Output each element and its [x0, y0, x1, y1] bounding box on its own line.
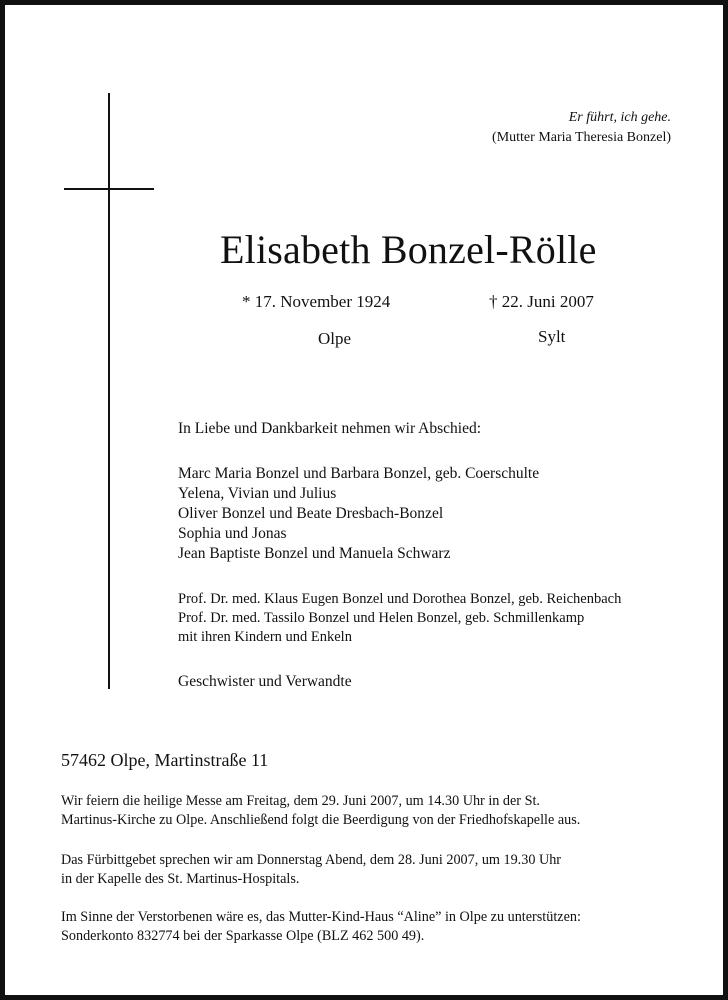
relatives-closing: Geschwister und Verwandte: [178, 673, 352, 690]
birth-date: * 17. November 1924: [242, 292, 391, 311]
family-line: Jean Baptiste Bonzel und Manuela Schwarz: [178, 545, 451, 562]
paragraph-line: Im Sinne der Verstorbenen wäre es, das Mutter-Kind-Haus “Aline” in Olpe zu unterstützen:: [61, 909, 581, 925]
family-line: Oliver Bonzel und Beate Dresbach-Bonzel: [178, 505, 444, 522]
family-line: Marc Maria Bonzel und Barbara Bonzel, geb. Coerschulte: [178, 465, 540, 482]
death-place: Sylt: [538, 327, 566, 346]
death-date: † 22. Juni 2007: [489, 292, 594, 311]
family-address: 57462 Olpe, Martinstraße 11: [61, 750, 269, 770]
siblings-list: [178, 590, 621, 647]
paragraph-line: Wir feiern die heilige Messe am Freitag, dem 29. Juni 2007, um 14.30 Uhr in der St.: [61, 793, 540, 809]
motto-source: (Mutter Maria Theresia Bonzel): [492, 130, 671, 145]
paragraph-line: Martinus-Kirche zu Olpe. Anschließend folgt die Beerdigung von der Friedhofskapelle aus.: [61, 812, 581, 828]
donation-paragraph: [61, 908, 701, 946]
sibling-line: mit ihren Kindern und Enkeln: [178, 629, 352, 645]
family-line: Sophia und Jonas: [178, 525, 287, 542]
paragraph-line: Sonderkonto 832774 bei der Sparkasse Olpe (BLZ 462 500 49).: [61, 928, 425, 944]
family-list: [178, 464, 539, 564]
farewell-intro: In Liebe und Dankbarkeit nehmen wir Abschied:: [178, 420, 482, 437]
sibling-line: Prof. Dr. med. Tassilo Bonzel und Helen Bonzel, geb. Schmillenkamp: [178, 610, 585, 626]
prayer-paragraph: [61, 851, 701, 889]
deceased-name: Elisabeth Bonzel-Rölle: [220, 227, 597, 272]
family-line: Yelena, Vivian und Julius: [178, 485, 337, 502]
motto-quote: Er führt, ich gehe.: [568, 110, 671, 125]
paragraph-line: in der Kapelle des St. Martinus-Hospitals.: [61, 871, 300, 887]
paragraph-line: Das Fürbittgebet sprechen wir am Donnerstag Abend, dem 28. Juni 2007, um 19.30 Uhr: [61, 852, 562, 868]
cross-vertical-bar: [108, 93, 110, 689]
birth-place: Olpe: [318, 329, 352, 348]
mass-paragraph: [61, 792, 701, 830]
sibling-line: Prof. Dr. med. Klaus Eugen Bonzel und Dorothea Bonzel, geb. Reichenbach: [178, 591, 622, 607]
cross-horizontal-bar: [64, 188, 154, 190]
